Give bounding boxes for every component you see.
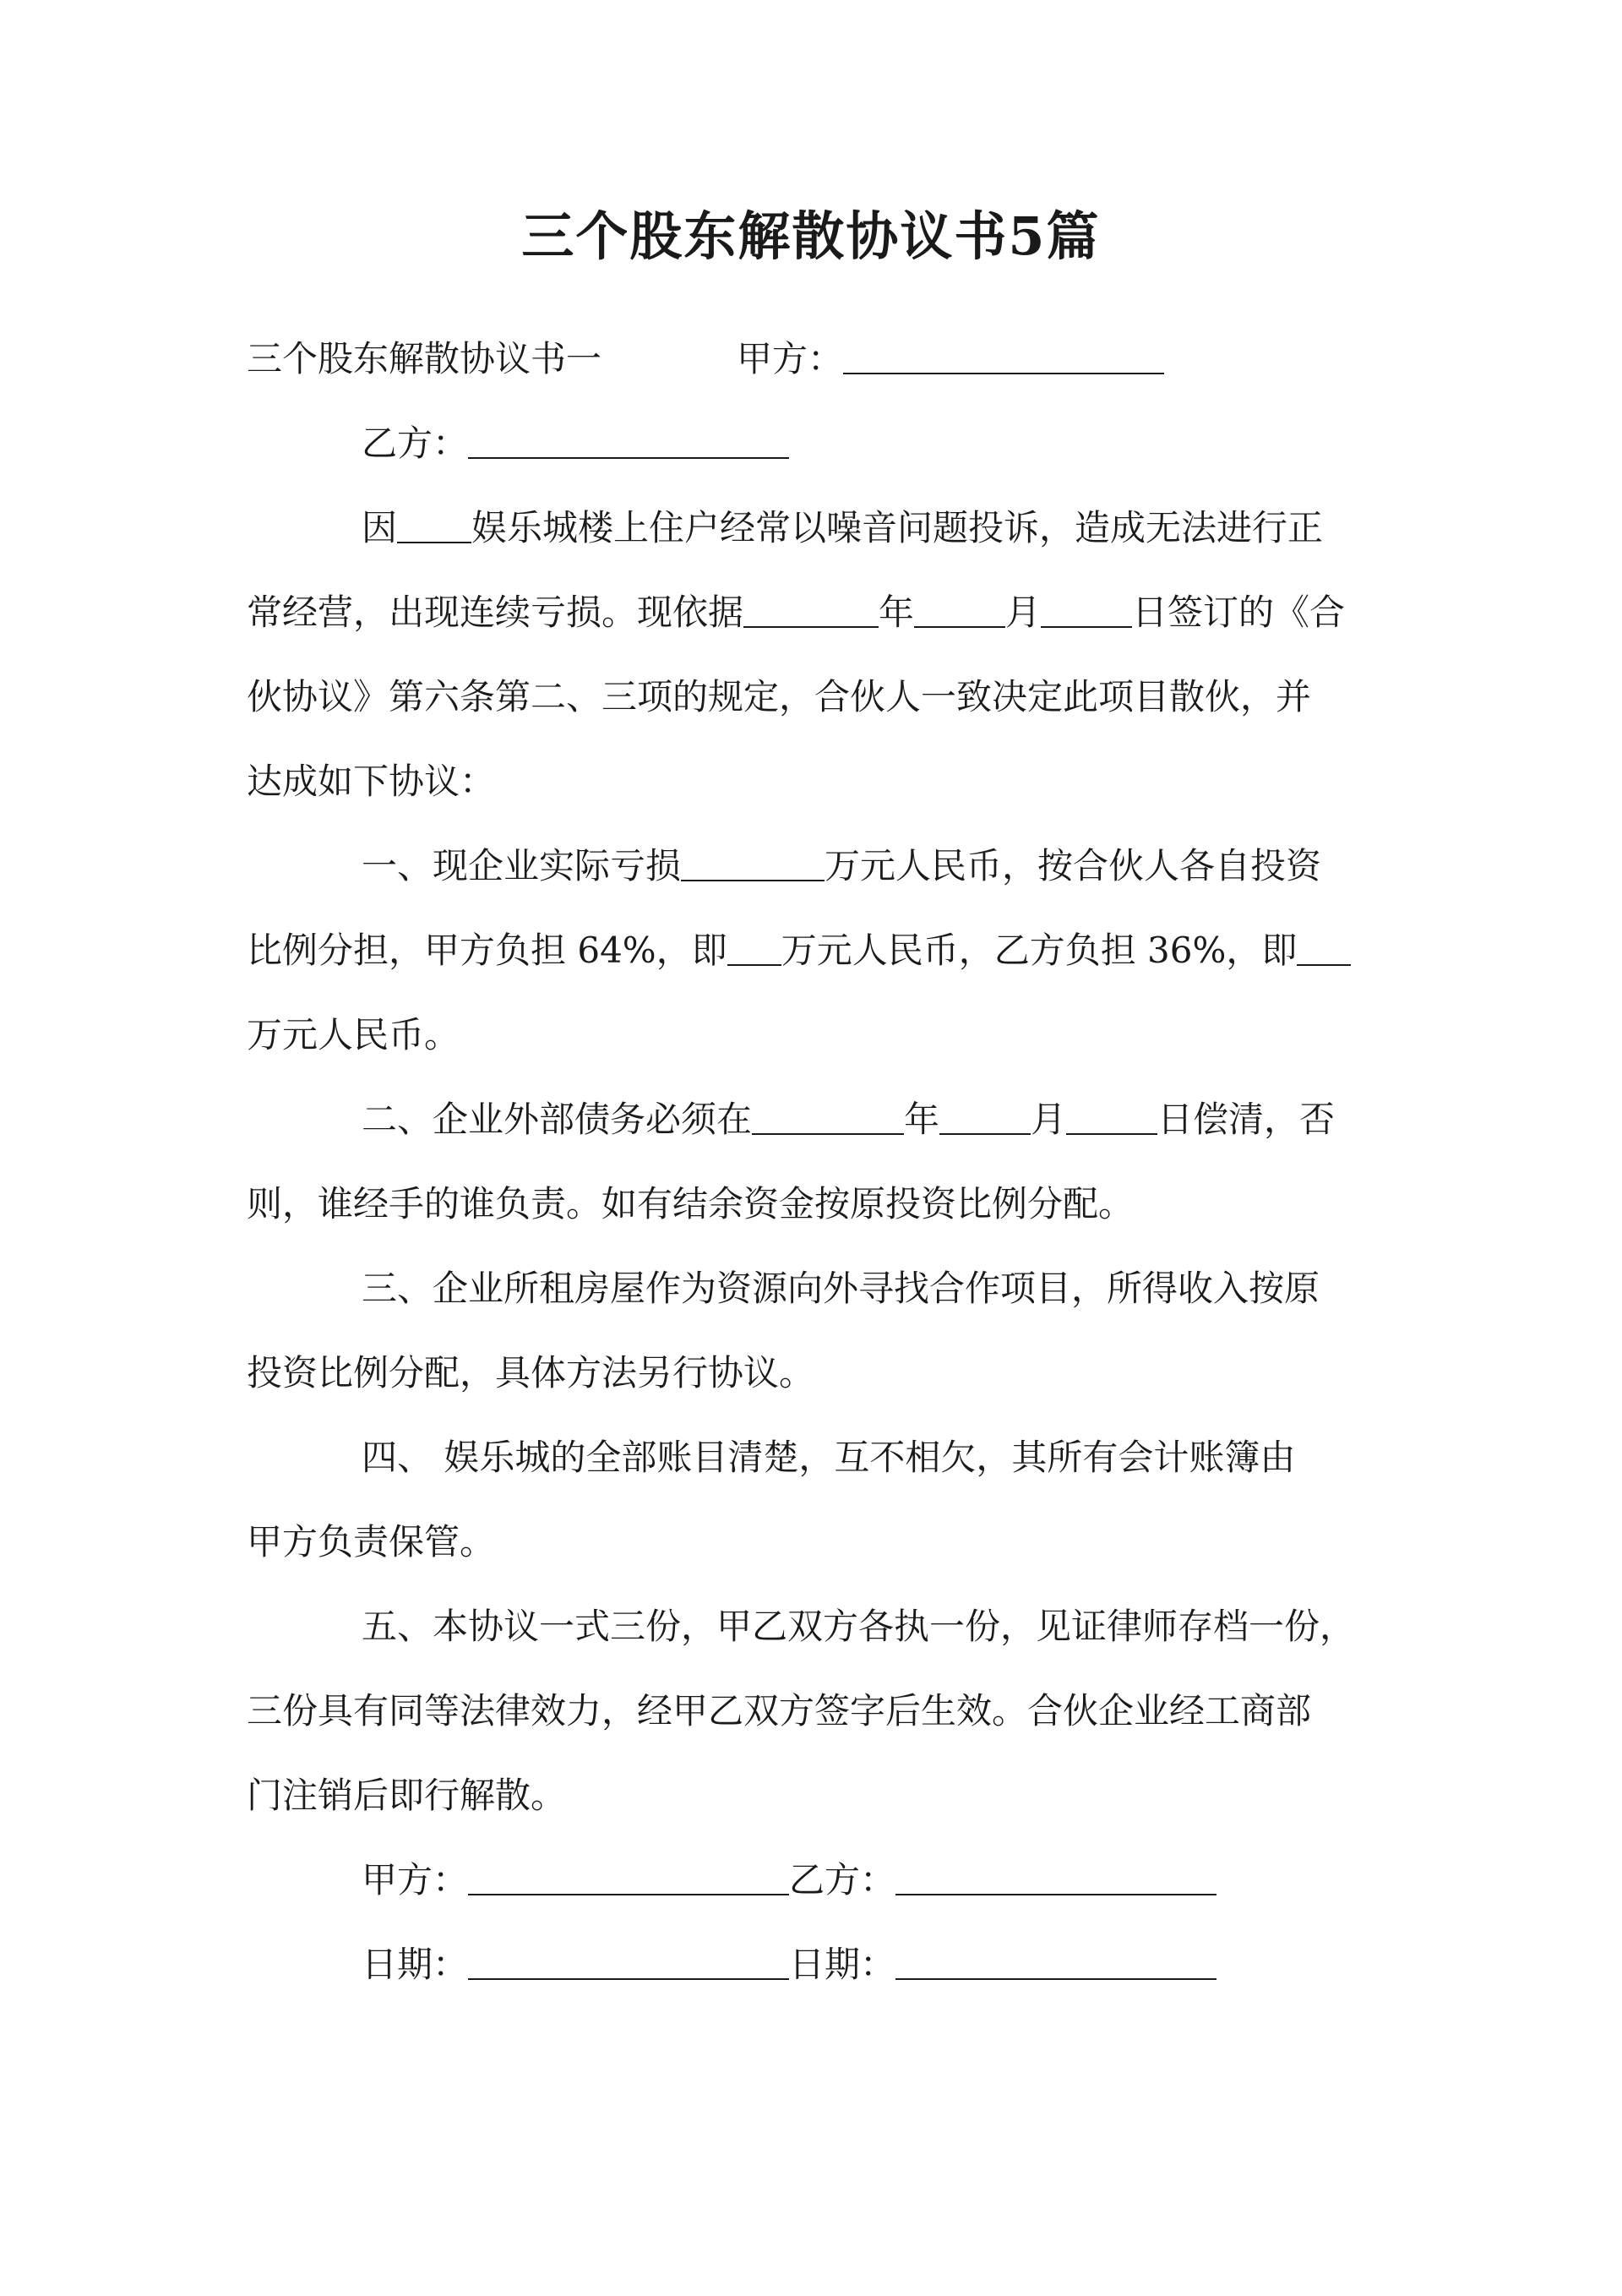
clause-text: 门注销后即行解散。 [247,1775,567,1816]
clause-text: 月 [1031,1099,1067,1140]
intro-text: 达成如下协议： [247,761,496,802]
clause5-line-3 [247,1753,1379,1838]
intro-text: 因 [362,507,398,548]
sig-party-b-label: 乙方： [789,1859,896,1901]
clause-text: 万元人民币，按合伙人各自投资 [825,845,1322,886]
clause-text: 二、企业外部债务必须在 [362,1099,753,1140]
intro-text: 常经营，出现连续亏损。现依据 [247,592,744,633]
intro-text: 娱乐城楼上住户经常以噪音问题投诉，造成无法进行正 [471,507,1324,548]
sig-party-b-blank [895,1862,1216,1895]
page-title: 三个股东解散协议书5篇 [521,205,1101,267]
date-b-label: 日期： [789,1944,896,1985]
header-line [247,317,1379,401]
clause-text: 五、本协议一式三份，甲乙双方各执一份，见证律师存档一份， [362,1606,1356,1647]
intro-text: 日签订的《合 [1132,592,1346,633]
clause-text: 则，谁经手的谁负责。如有结余资金按原投资比例分配。 [247,1183,1135,1224]
clause1-line-2 [247,908,1379,993]
clause3-line-2 [247,1331,1379,1415]
intro-text: 月 [1005,592,1042,633]
clause5-line-1 [247,1584,1379,1669]
clause-text: 比例分担，甲方负担 64%，即 [247,930,727,971]
date-b-blank [895,1946,1216,1980]
clause-text: 万元人民币，乙方负担 36%，即 [781,930,1298,971]
clause-text: 日偿清，否 [1157,1099,1336,1140]
party-a-label: 甲方： [737,338,844,379]
document-body [247,317,1379,2007]
day-blank [1066,1101,1157,1135]
intro-line-2 [247,570,1379,655]
clause4-line-1 [247,1415,1379,1500]
date-a-blank [468,1946,789,1980]
loss-blank [681,848,825,881]
clause4-line-2 [247,1500,1379,1584]
sig-party-a-blank [468,1862,789,1895]
party-b-line [247,401,1379,486]
doc-label: 三个股东解散协议书一 [247,338,602,379]
intro-text: 伙协议》第六条第二、三项的规定，合伙人一致决定此项目散伙，并 [247,676,1312,717]
clause5-line-2 [247,1669,1379,1753]
party-b-share-blank [1297,932,1351,966]
intro-line-1 [247,486,1379,570]
clause1-line-1 [247,824,1379,908]
year-blank [743,594,879,628]
intro-line-3 [247,655,1379,739]
day-blank [1041,594,1132,628]
clause-text: 甲方负责保管。 [247,1521,496,1562]
month-blank [939,1101,1031,1135]
intro-line-4 [247,739,1379,824]
signature-line [247,1838,1379,1922]
party-a-share-blank [727,932,781,966]
clause-text: 投资比例分配，具体方法另行协议。 [247,1352,815,1393]
date-a-label: 日期： [362,1944,469,1985]
sig-party-a-label: 甲方： [362,1859,469,1901]
blank [397,510,471,543]
month-blank [914,594,1005,628]
clause-text: 三份具有同等法律效力，经甲乙双方签字后生效。合伙企业经工商部 [247,1690,1312,1732]
clause1-line-3 [247,993,1379,1077]
clause-text: 四、 娱乐城的全部账目清楚，互不相欠，其所有会计账簿由 [362,1437,1296,1478]
clause2-line-1 [247,1077,1379,1162]
party-a-blank [843,341,1164,374]
party-b-blank [468,425,789,459]
clause-text: 三、企业所租房屋作为资源向外寻找合作项目，所得收入按原 [362,1268,1320,1309]
party-b-label: 乙方： [362,423,469,464]
clause2-line-2 [247,1162,1379,1246]
date-line [247,1922,1379,2007]
clause-text: 万元人民币。 [247,1014,460,1055]
year-blank [752,1101,904,1135]
clause3-line-1 [247,1246,1379,1331]
clause-text: 一、现企业实际亏损 [362,845,682,886]
intro-text: 年 [879,592,915,633]
clause-text: 年 [904,1099,940,1140]
